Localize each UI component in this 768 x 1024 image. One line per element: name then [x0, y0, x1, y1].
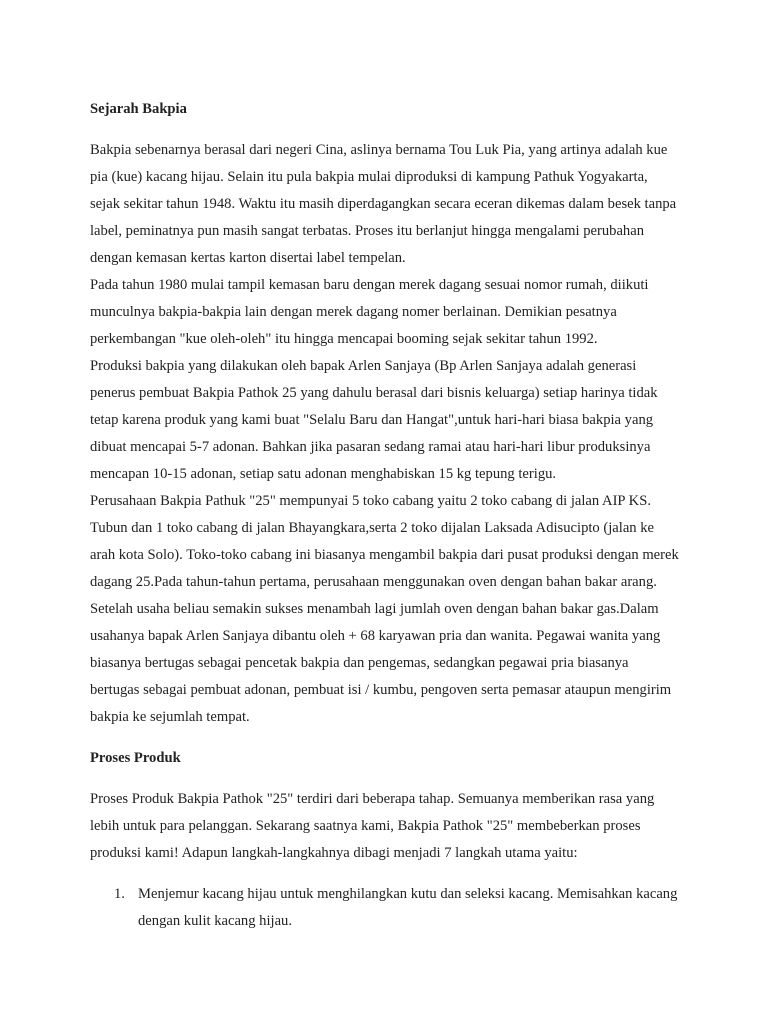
section-heading-sejarah-bakpia: Sejarah Bakpia: [90, 101, 187, 117]
paragraph: Bakpia sebenarnya berasal dari negeri Cina, aslinya bernama Tou Luk Pia, yang artinya adalah kue pia (kue) kacang hijau. Selain itu pula bakpia mulai diproduksi di kampung Pathuk Yogyakarta, sejak sekitar tahun 1948. Waktu itu masih diperdagangkan secara eceran dikemas dalam besek tanpa label, peminatnya pun masih sangat terbatas. Proses itu berlanjut hingga mengalami perubahan dengan kemasan kertas karton disertai label tempelan.: [90, 142, 677, 266]
document-page: [90, 96, 680, 935]
section-spacer: [90, 731, 680, 745]
section-heading-proses-produk: Proses Produk: [90, 750, 181, 766]
paragraph-intro: Proses Produk Bakpia Pathok "25" terdiri dari beberapa tahap. Semuanya memberikan rasa yang lebih untuk para pelanggan. Sekarang saatnya kami, Bakpia Pathok "25" membeberkan proses produksi kami! Adapun langkah-langkahnya dibagi menjadi 7 langkah utama yaitu:: [90, 791, 655, 861]
list-item: [90, 881, 680, 935]
paragraph: Perusahaan Bakpia Pathuk "25" mempunyai 5 toko cabang yaitu 2 toko cabang di jalan AIP KS. Tubun dan 1 toko cabang di jalan Bhayangkara,serta 2 toko dijalan Laksada Adisucipto (jalan ke arah kota Solo). Toko-toko cabang ini biasanya mengambil bakpia dari pusat produksi dengan merek dagang 25.Pada tahun-tahun pertama, perusahaan menggunakan oven dengan bahan bakar arang. Setelah usaha beliau semakin sukses menambah lagi jumlah oven dengan bahan bakar gas.Dalam usahanya bapak Arlen Sanjaya dibantu oleh + 68 karyawan pria dan wanita. Pegawai wanita yang biasanya bertugas sebagai pencetak bakpia dan pengemas, sedangkan pegawai pria biasanya bertugas sebagai pembuat adonan, pembuat isi / kumbu, pengoven serta pemasar ataupun mengirim bakpia ke sejumlah tempat.: [90, 493, 679, 725]
list-item-number: 1.: [114, 886, 125, 902]
list-item-text: Menjemur kacang hijau untuk menghilangkan kutu dan seleksi kacang. Memisahkan kacang dengan kulit kacang hijau.: [138, 886, 678, 929]
steps-list: [90, 881, 680, 935]
paragraph: Pada tahun 1980 mulai tampil kemasan baru dengan merek dagang sesuai nomor rumah, diikuti munculnya bakpia-bakpia lain dengan merek dagang nomer berlainan. Demikian pesatnya perkembangan "kue oleh-oleh" itu hingga mencapai booming sejak sekitar tahun 1992.: [90, 277, 649, 347]
paragraph: Produksi bakpia yang dilakukan oleh bapak Arlen Sanjaya (Bp Arlen Sanjaya adalah generasi penerus pembuat Bakpia Pathok 25 yang dahulu berasal dari bisnis keluarga) setiap harinya tidak tetap karena produk yang kami buat "Selalu Baru dan Hangat",untuk hari-hari biasa bakpia yang dibuat mencapai 5-7 adonan. Bahkan jika pasaran sedang ramai atau hari-hari libur produksinya mencapan 10-15 adonan, setiap satu adonan menghabiskan 15 kg tepung terigu.: [90, 358, 658, 482]
